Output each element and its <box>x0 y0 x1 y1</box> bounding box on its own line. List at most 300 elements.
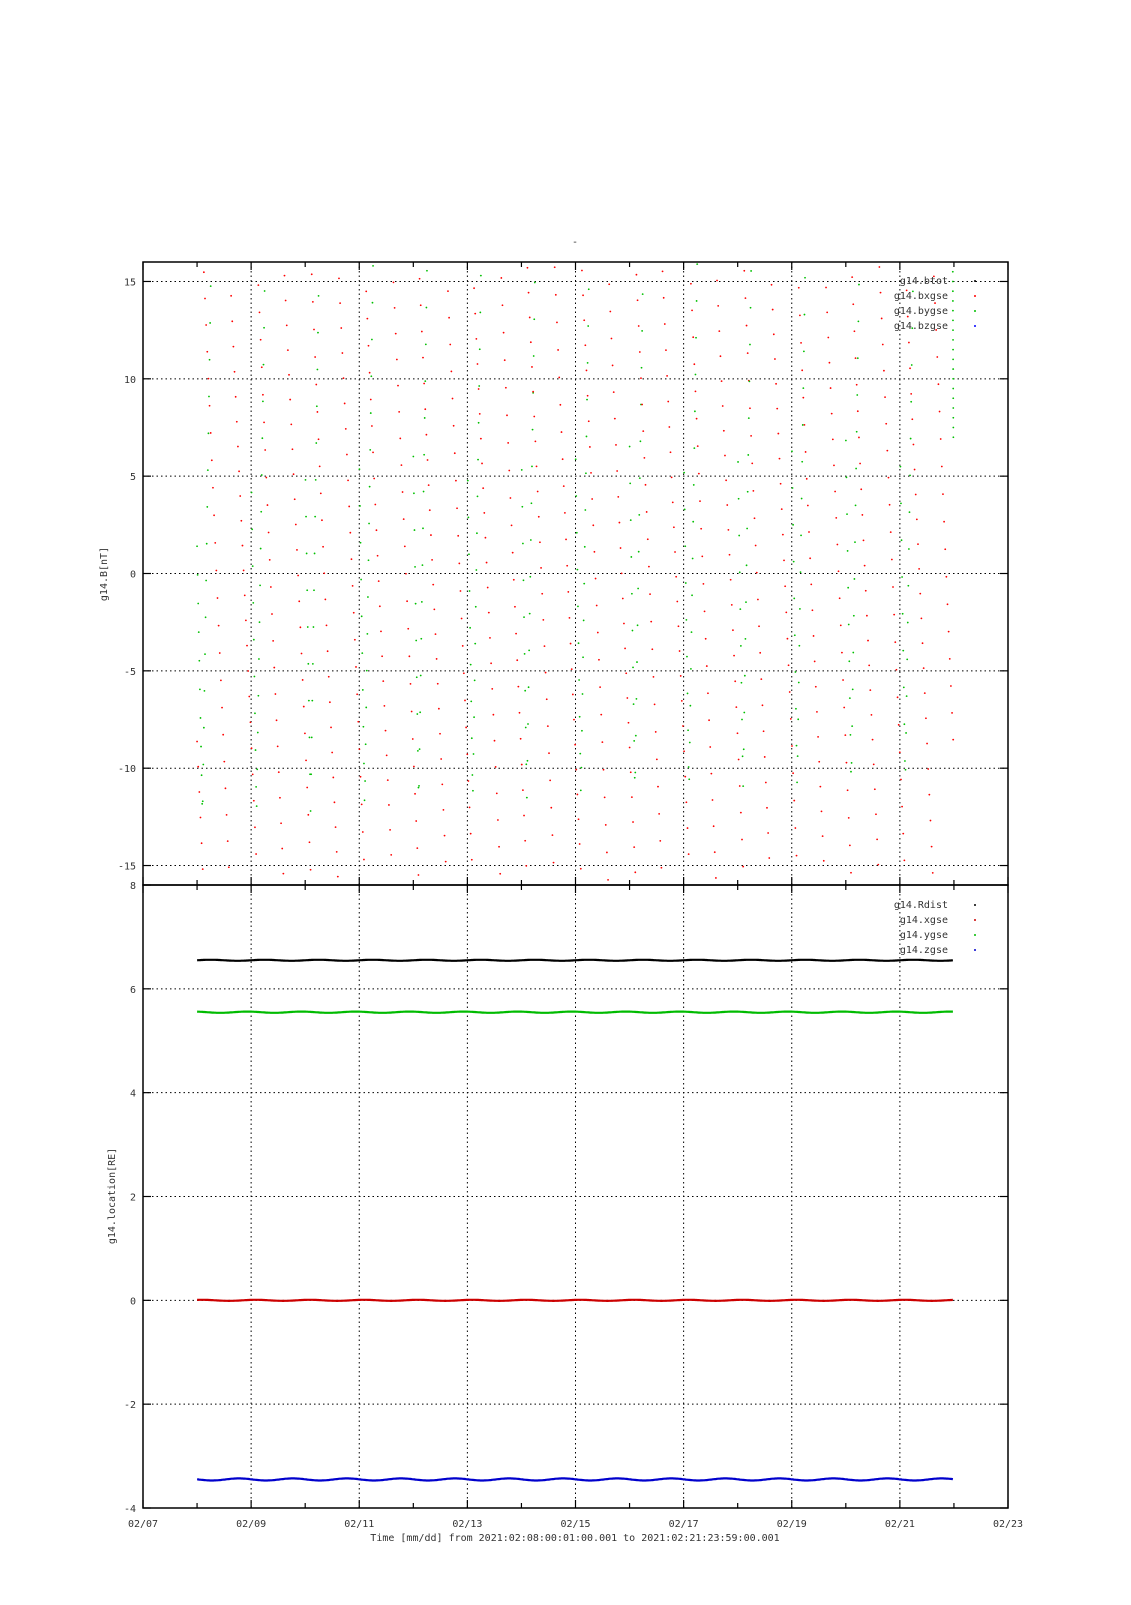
bygse-point <box>578 679 580 681</box>
bxgse-point <box>544 645 546 647</box>
bygse-point <box>524 690 526 692</box>
bxgse-point <box>623 623 625 625</box>
bygse-point <box>640 440 642 442</box>
bxgse-point <box>466 753 468 755</box>
bxgse-point <box>611 338 613 340</box>
bxgse-point <box>606 852 608 854</box>
bxgse-point <box>903 860 905 862</box>
bygse-point <box>208 432 210 434</box>
bygse-point <box>472 790 474 792</box>
bygse-point <box>261 474 263 476</box>
bxgse-point <box>317 411 319 413</box>
bxgse-point <box>360 776 362 778</box>
bygse-point <box>260 548 262 550</box>
bygse-point <box>801 461 803 463</box>
bxgse-point <box>825 287 827 289</box>
bxgse-point <box>829 362 831 364</box>
bxgse-point <box>785 611 787 613</box>
bygse-point <box>423 454 425 456</box>
bygse-point <box>209 322 211 324</box>
bxgse-point <box>731 604 733 606</box>
bxgse-point <box>290 423 292 425</box>
bygse-point <box>579 753 581 755</box>
bxgse-point <box>880 292 882 294</box>
bygse-point <box>416 676 418 678</box>
bygse-point <box>800 534 802 536</box>
bygse-point <box>689 705 691 707</box>
bxgse-point <box>632 821 634 823</box>
bxgse-point <box>357 721 359 723</box>
bygse-point <box>797 718 799 720</box>
bxgse-point <box>362 831 364 833</box>
bxgse-point <box>261 366 263 368</box>
bxgse-point <box>250 721 252 723</box>
bxgse-point <box>294 498 296 500</box>
bxgse-point <box>854 330 856 332</box>
bxgse-point <box>545 672 547 674</box>
bygse-point <box>261 437 263 439</box>
bxgse-point <box>584 344 586 346</box>
bxgse-point <box>398 411 400 413</box>
bxgse-point <box>428 484 430 486</box>
bygse-point <box>952 427 954 429</box>
bxgse-point <box>781 508 783 510</box>
bxgse-point <box>280 822 282 824</box>
bxgse-point <box>642 430 644 432</box>
bxgse-point <box>320 492 322 494</box>
figure-title: - <box>571 237 579 248</box>
bxgse-point <box>709 746 711 748</box>
bygse-point <box>425 343 427 345</box>
bygse-point <box>204 690 206 692</box>
location-legend <box>894 900 976 956</box>
bxgse-point <box>877 864 879 866</box>
bxgse-point <box>513 579 515 581</box>
bxgse-point <box>605 824 607 826</box>
bxgse-point <box>245 620 247 622</box>
x-tick-label: 02/09 <box>236 1519 267 1530</box>
bxgse-point <box>211 459 213 461</box>
bxgse-point <box>858 437 860 439</box>
bxgse-point <box>310 869 312 871</box>
bxgse-point <box>670 451 672 453</box>
bxgse-point <box>855 357 857 359</box>
bygse-point <box>415 603 417 605</box>
bygse-point <box>359 468 361 470</box>
bygse-point <box>637 588 639 590</box>
bygse-point <box>794 671 796 673</box>
bxgse-point <box>443 809 445 811</box>
bxgse-point <box>745 297 747 299</box>
bygse-point <box>526 797 528 799</box>
bxgse-point <box>640 377 642 379</box>
bxgse-point <box>706 665 708 667</box>
bxgse-point <box>205 324 207 326</box>
bygse-point <box>691 631 693 633</box>
bxgse-point <box>197 766 199 768</box>
bygse-point <box>901 576 903 578</box>
bygse-point <box>368 559 370 561</box>
bxgse-point <box>401 464 403 466</box>
bxgse-point <box>382 680 384 682</box>
bxgse-point <box>236 421 238 423</box>
bxgse-point <box>812 609 814 611</box>
x-tick-label: 02/07 <box>127 1519 159 1530</box>
series-line-g14-zgse <box>197 1478 953 1480</box>
bxgse-point <box>311 273 313 275</box>
bxgse-point <box>587 395 589 397</box>
bxgse-point <box>595 578 597 580</box>
bxgse-point <box>465 727 467 729</box>
bygse-point <box>691 594 693 596</box>
bygse-point <box>689 742 691 744</box>
bxgse-point <box>851 276 853 278</box>
bygse-point <box>477 496 479 498</box>
bxgse-point <box>776 408 778 410</box>
bxgse-point <box>685 801 687 803</box>
bxgse-point <box>799 314 801 316</box>
bxgse-point <box>658 813 660 815</box>
bygse-point <box>742 785 744 787</box>
bxgse-point <box>869 689 871 691</box>
bxgse-point <box>313 329 315 331</box>
bxgse-point <box>498 846 500 848</box>
bygse-point <box>854 578 856 580</box>
bxgse-point <box>387 779 389 781</box>
bxgse-point <box>874 788 876 790</box>
bxgse-point <box>668 426 670 428</box>
bxgse-point <box>701 555 703 557</box>
bxgse-point <box>678 625 680 627</box>
bxgse-point <box>528 292 530 294</box>
bxgse-point <box>273 667 275 669</box>
magnetic-field-ytick-label: -5 <box>123 666 136 678</box>
bxgse-point <box>469 807 471 809</box>
bxgse-point <box>348 506 350 508</box>
bygse-point <box>907 622 909 624</box>
bxgse-point <box>601 741 603 743</box>
bygse-point <box>311 700 313 702</box>
bxgse-point <box>499 873 501 875</box>
bxgse-point <box>718 330 720 332</box>
bygse-point <box>467 480 469 482</box>
bxgse-point <box>892 586 894 588</box>
bxgse-point <box>237 446 239 448</box>
bxgse-point <box>406 600 408 602</box>
bygse-point <box>856 394 858 396</box>
bygse-point <box>307 626 309 628</box>
bxgse-point <box>263 421 265 423</box>
bxgse-point <box>252 773 254 775</box>
bygse-point <box>418 785 420 787</box>
bygse-point <box>638 514 640 516</box>
magnetic-field-ylabel: g14.B[nT] <box>99 546 110 602</box>
bxgse-point <box>453 425 455 427</box>
bxgse-point <box>326 625 328 627</box>
location-panel <box>107 881 1008 1515</box>
bxgse-point <box>512 552 514 554</box>
bygse-point <box>748 417 750 419</box>
bygse-point <box>750 270 752 272</box>
bygse-point <box>424 380 426 382</box>
bxgse-point <box>836 544 838 546</box>
bygse-point <box>310 773 312 775</box>
bygse-point <box>587 325 589 327</box>
bygse-point <box>474 679 476 681</box>
bxgse-point <box>621 572 623 574</box>
bxgse-point <box>477 363 479 365</box>
x-tick-label: 02/21 <box>884 1519 915 1530</box>
bxgse-point <box>203 271 205 273</box>
bxgse-point <box>848 817 850 819</box>
bxgse-point <box>202 868 204 870</box>
bxgse-point <box>468 780 470 782</box>
bxgse-point <box>603 769 605 771</box>
location-ytick-label: 6 <box>129 984 136 996</box>
bygse-point <box>905 732 907 734</box>
bygse-point <box>426 307 428 309</box>
series-line-g14-xgse <box>197 1300 953 1301</box>
bxgse-point <box>432 584 434 586</box>
bxgse-point <box>804 424 806 426</box>
bygse-point <box>210 285 212 287</box>
bxgse-point <box>447 290 449 292</box>
bxgse-point <box>672 501 674 503</box>
bygse-point <box>580 789 582 791</box>
bxgse-point <box>740 812 742 814</box>
bygse-point <box>952 368 954 370</box>
bygse-point <box>688 778 690 780</box>
bxgse-point <box>951 712 953 714</box>
bxgse-point <box>823 860 825 862</box>
bxgse-point <box>376 529 378 531</box>
bxgse-point <box>920 617 922 619</box>
bxgse-point <box>746 325 748 327</box>
bxgse-point <box>707 692 709 694</box>
bxgse-point <box>368 345 370 347</box>
bygse-point <box>307 663 309 665</box>
bxgse-point <box>270 586 272 588</box>
bxgse-point <box>239 495 241 497</box>
bxgse-point <box>201 842 203 844</box>
bxgse-point <box>272 640 274 642</box>
legend-label-g14-xgse: g14.xgse <box>899 915 948 926</box>
bygse-point <box>209 359 211 361</box>
bygse-point <box>317 369 319 371</box>
bygse-point <box>530 539 532 541</box>
bxgse-point <box>659 840 661 842</box>
bxgse-point <box>218 625 220 627</box>
bygse-point <box>632 630 634 632</box>
bygse-point <box>906 695 908 697</box>
bxgse-point <box>519 712 521 714</box>
bygse-point <box>637 624 639 626</box>
bygse-point <box>642 293 644 295</box>
bxgse-point <box>914 469 916 471</box>
bxgse-point <box>651 648 653 650</box>
bygse-point <box>848 624 850 626</box>
bxgse-point <box>463 672 465 674</box>
bxgse-point <box>531 366 533 368</box>
bygse-point <box>577 606 579 608</box>
bygse-point <box>207 469 209 471</box>
bxgse-point <box>699 500 701 502</box>
bxgse-point <box>337 876 339 878</box>
bxgse-point <box>752 490 754 492</box>
bxgse-point <box>766 807 768 809</box>
bxgse-point <box>581 270 583 272</box>
bxgse-point <box>764 756 766 758</box>
bygse-point <box>523 616 525 618</box>
location-data <box>197 960 953 1481</box>
bxgse-point <box>449 344 451 346</box>
bygse-point <box>201 774 203 776</box>
bxgse-point <box>378 580 380 582</box>
bxgse-point <box>796 855 798 857</box>
bxgse-point <box>589 446 591 448</box>
bxgse-point <box>923 667 925 669</box>
bxgse-point <box>546 698 548 700</box>
bygse-point <box>197 574 199 576</box>
bxgse-point <box>208 378 210 380</box>
bygse-point <box>478 385 480 387</box>
bygse-point <box>473 753 475 755</box>
bygse-point <box>533 355 535 357</box>
bygse-point <box>205 616 207 618</box>
bxgse-point <box>287 349 289 351</box>
bxgse-point <box>372 451 374 453</box>
bxgse-point <box>894 641 896 643</box>
bxgse-point <box>234 371 236 373</box>
bxgse-point <box>805 451 807 453</box>
bygse-point <box>629 482 631 484</box>
bxgse-point <box>608 283 610 285</box>
bxgse-point <box>716 280 718 282</box>
bxgse-point <box>491 688 493 690</box>
bygse-point <box>529 613 531 615</box>
bxgse-point <box>638 325 640 327</box>
bxgse-point <box>582 294 584 296</box>
bygse-point <box>634 772 636 774</box>
bygse-point <box>359 505 361 507</box>
bxgse-point <box>268 532 270 534</box>
bxgse-point <box>864 565 866 567</box>
bxgse-point <box>950 685 952 687</box>
bxgse-point <box>351 558 353 560</box>
legend-marker-g14-zgse <box>974 949 976 951</box>
bxgse-point <box>331 752 333 754</box>
bygse-point <box>256 768 258 770</box>
bxgse-point <box>917 543 919 545</box>
bxgse-point <box>502 304 504 306</box>
bxgse-point <box>305 759 307 761</box>
magnetic-field-ytick-label: 0 <box>129 569 136 581</box>
bxgse-point <box>586 370 588 372</box>
bygse-point <box>584 546 586 548</box>
bxgse-point <box>607 879 609 881</box>
bygse-point <box>578 642 580 644</box>
bxgse-point <box>540 567 542 569</box>
bxgse-point <box>918 568 920 570</box>
bygse-point <box>365 707 367 709</box>
bxgse-point <box>550 807 552 809</box>
bxgse-point <box>833 464 835 466</box>
bygse-point <box>529 576 531 578</box>
bxgse-point <box>402 491 404 493</box>
bygse-point <box>415 640 417 642</box>
bxgse-point <box>819 786 821 788</box>
magnetic-field-data <box>196 263 954 881</box>
magnetic-field-legend <box>894 276 976 332</box>
bygse-point <box>639 477 641 479</box>
bxgse-point <box>790 718 792 720</box>
bygse-point <box>255 749 257 751</box>
bxgse-point <box>763 730 765 732</box>
bxgse-point <box>780 483 782 485</box>
bygse-point <box>633 703 635 705</box>
bxgse-point <box>471 859 473 861</box>
legend-marker-g14-Rdist <box>974 904 976 906</box>
bxgse-point <box>309 841 311 843</box>
bxgse-point <box>913 444 915 446</box>
bxgse-point <box>777 433 779 435</box>
bxgse-point <box>789 691 791 693</box>
bxgse-point <box>458 563 460 565</box>
bxgse-point <box>408 655 410 657</box>
bygse-point <box>478 422 480 424</box>
bxgse-point <box>235 396 237 398</box>
bxgse-point <box>415 820 417 822</box>
bygse-point <box>846 513 848 515</box>
bxgse-point <box>461 618 463 620</box>
bygse-point <box>952 388 954 390</box>
bxgse-point <box>267 504 269 506</box>
bxgse-point <box>494 740 496 742</box>
bxgse-point <box>352 585 354 587</box>
bxgse-point <box>726 504 728 506</box>
bygse-point <box>308 700 310 702</box>
bxgse-point <box>576 794 578 796</box>
bygse-point <box>414 566 416 568</box>
bygse-point <box>746 528 748 530</box>
bxgse-point <box>882 344 884 346</box>
bxgse-point <box>783 559 785 561</box>
bxgse-point <box>196 741 198 743</box>
bxgse-point <box>396 359 398 361</box>
bygse-point <box>904 760 906 762</box>
bygse-point <box>858 284 860 286</box>
bxgse-point <box>942 493 944 495</box>
bxgse-point <box>413 766 415 768</box>
bxgse-point <box>490 662 492 664</box>
bxgse-point <box>462 645 464 647</box>
legend-label-g14-bygse: g14.bygse <box>893 306 948 317</box>
bxgse-point <box>821 810 823 812</box>
bxgse-point <box>209 405 211 407</box>
legend-label-g14-btot: g14.btot <box>899 276 948 287</box>
bxgse-point <box>816 711 818 713</box>
bxgse-point <box>688 853 690 855</box>
bxgse-point <box>673 526 675 528</box>
x-axis-title: Time [mm/dd] from 2021:02:08:00:01:00.001 to 2021:02:21:23:59:00.001 <box>370 1533 780 1544</box>
bxgse-point <box>831 413 833 415</box>
bygse-point <box>952 329 954 331</box>
bxgse-point <box>278 771 280 773</box>
bygse-point <box>317 332 319 334</box>
bygse-point <box>414 529 416 531</box>
bxgse-point <box>622 598 624 600</box>
bxgse-point <box>298 600 300 602</box>
